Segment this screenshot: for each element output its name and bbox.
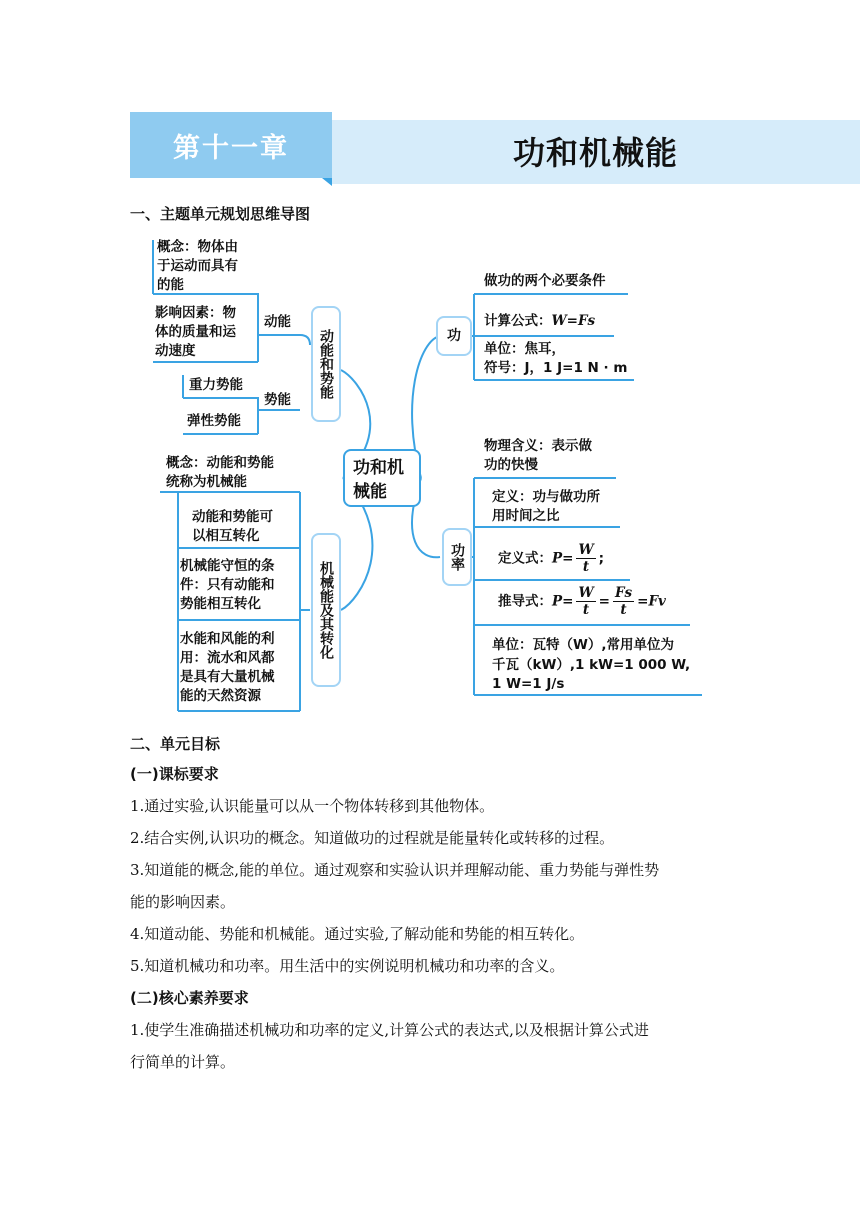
power-derived-fraction2 [613, 585, 634, 618]
work-conditions: 做功的两个必要条件 [484, 273, 606, 289]
section-heading-mindmap: 一、主题单元规划思维导图 [130, 205, 311, 223]
curriculum-item-3a: 3.知道能的概念,能的单位。通过观察和实验认识并理解动能、重力势能与弹性势 [130, 861, 660, 879]
power-derived-equals: = [598, 593, 610, 610]
mech-item2-line1: 机械能守恒的条 [180, 558, 275, 574]
work-branch-box: 功 [436, 316, 472, 356]
power-derived-fraction1 [576, 585, 595, 618]
power-definition-line1: 定义：功与做功所 [492, 489, 600, 505]
curriculum-item-3b: 能的影响因素。 [130, 893, 236, 911]
power-derived-denominator1: t [582, 602, 590, 618]
power-derived-lhs: P= [552, 593, 574, 610]
power-derived-denominator2: t [620, 602, 627, 618]
core-item-1a: 1.使学生准确描述机械功和功率的定义,计算公式的表达式,以及根据计算公式进 [130, 1021, 649, 1039]
goals-content [130, 758, 740, 1078]
potential-label: 势能 [264, 392, 291, 408]
power-def-denominator: t [582, 559, 590, 575]
power-unit-line2: 千瓦（kW）,1 kW=1 000 W, [492, 657, 691, 673]
mech-item3-line2: 用：流水和风都 [180, 650, 275, 666]
curriculum-item-2: 2.结合实例,认识功的概念。知道做功的过程就是能量转化或转移的过程。 [130, 829, 615, 847]
power-meaning-line2: 功的快慢 [484, 457, 538, 473]
mech-item2-line2: 件：只有动能和 [180, 577, 275, 593]
power-branch-box: 功率 [442, 528, 472, 586]
kinetic-concept-line1: 概念：物体由 [157, 239, 238, 255]
elastic-potential: 弹性势能 [187, 413, 241, 429]
kinetic-factors-line2: 体的质量和运 [155, 324, 236, 340]
kinetic-factors-line1: 影响因素：物 [155, 305, 236, 321]
mech-item2-line3: 势能相互转化 [180, 596, 261, 612]
work-formula-expression: W=Fs [551, 313, 596, 329]
power-derived-formula [498, 585, 666, 618]
curriculum-item-5: 5.知道机械功和功率。用生活中的实例说明机械功和功率的含义。 [130, 957, 565, 975]
work-formula [484, 312, 595, 331]
work-unit-line1: 单位：焦耳， [484, 341, 565, 357]
section-heading-goals: 二、单元目标 [130, 735, 221, 753]
power-unit-line3: 1 W=1 J/s [492, 676, 565, 692]
curriculum-item-4: 4.知道动能、势能和机械能。通过实验,了解动能和势能的相互转化。 [130, 925, 585, 943]
power-def-numerator: W [578, 542, 594, 558]
mech-item1-line1: 动能和势能可 [192, 509, 273, 525]
subheading-core-literacy: (二)核心素养要求 [130, 989, 249, 1007]
power-definition-line2: 用时间之比 [492, 508, 560, 524]
subheading-curriculum: (一)课标要求 [130, 765, 219, 783]
chapter-label: 第十一章 [130, 112, 332, 178]
power-meaning-line1: 物理含义：表示做 [484, 438, 592, 454]
curriculum-item-1: 1.通过实验,认识能量可以从一个物体转移到其他物体。 [130, 797, 495, 815]
power-def-formula-lhs: P= [552, 550, 574, 567]
work-formula-label: 计算公式： [484, 313, 552, 329]
power-derived-numerator1: W [578, 585, 594, 601]
core-item-1b: 行简单的计算。 [130, 1053, 236, 1071]
mech-branch-box: 机械能及其转化 [311, 533, 341, 687]
power-unit-line1: 单位：瓦特（W）,常用单位为 [492, 637, 675, 653]
mech-item3-line4: 能的天然资源 [180, 688, 261, 704]
energy-branch-box: 动能和势能 [311, 306, 341, 422]
kinetic-factors-line3: 动速度 [155, 343, 196, 359]
chapter-title: 功和机械能 [513, 134, 679, 172]
mech-item3-line3: 是具有大量机械 [180, 669, 275, 685]
mindmap-center-node: 功和机械能 [343, 449, 421, 507]
work-unit-line2: 符号：J，1 J=1 N · m [484, 360, 628, 376]
kinetic-label: 动能 [264, 314, 291, 330]
gravity-potential: 重力势能 [189, 377, 243, 393]
power-def-formula [498, 542, 604, 575]
mech-concept-line1: 概念：动能和势能 [166, 455, 274, 471]
kinetic-concept-line3: 的能 [157, 277, 184, 293]
power-derived-label: 推导式： [498, 593, 552, 610]
power-def-formula-label: 定义式： [498, 550, 552, 567]
power-derived-tail: =Fv [637, 593, 666, 610]
power-def-formula-tail: ; [598, 550, 605, 567]
mech-item3-line1: 水能和风能的利 [180, 631, 275, 647]
power-def-fraction [576, 542, 595, 575]
power-derived-numerator2: Fs [614, 585, 633, 601]
mech-item1-line2: 以相互转化 [192, 528, 260, 544]
kinetic-concept-line2: 于运动而具有 [157, 258, 238, 274]
mech-concept-line2: 统称为机械能 [166, 474, 247, 490]
